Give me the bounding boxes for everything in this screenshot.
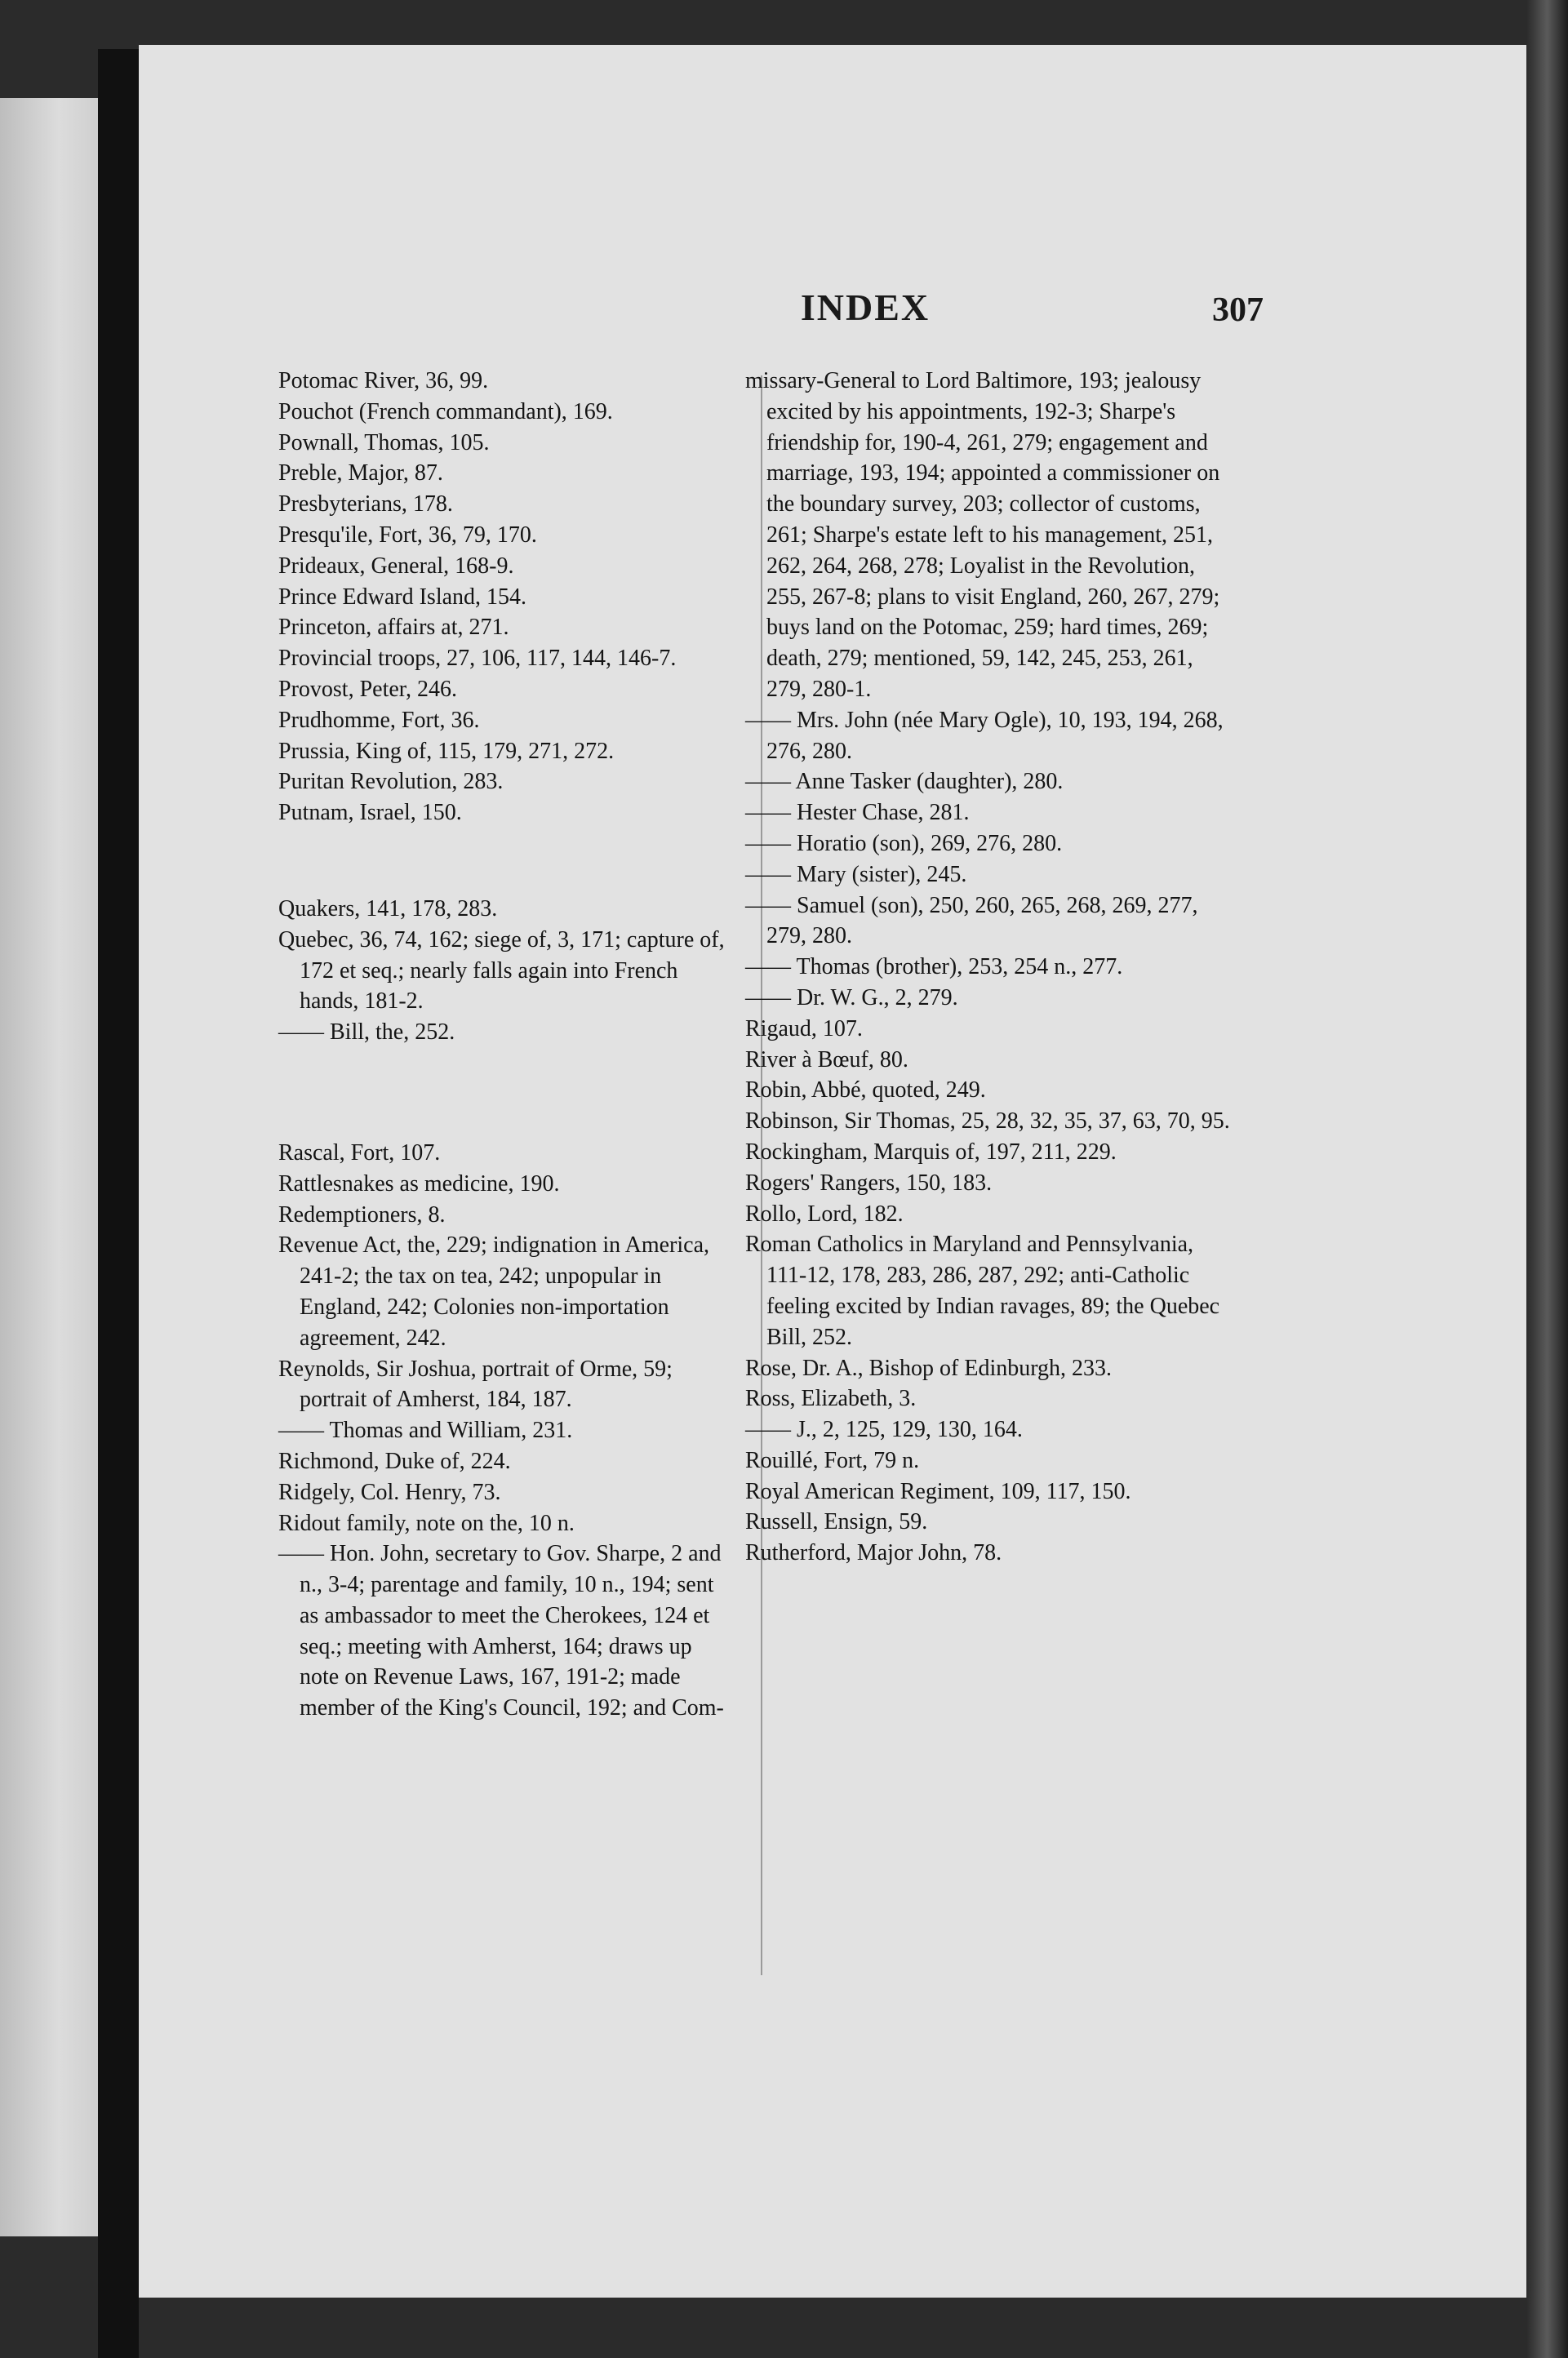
index-entry: Rouillé, Fort, 79 n. [745,1447,920,1473]
index-entry: Pownall, Thomas, 105. [278,429,490,455]
index-entry: Ridout family, note on the, 10 n. [278,1510,575,1536]
index-entry: Robin, Abbé, quoted, 249. [745,1077,986,1104]
index-entry: Provost, Peter, 246. [278,676,457,702]
index-entry: Rockingham, Marquis of, 197, 211, 229. [745,1139,1117,1165]
book-gutter [98,49,139,2358]
index-entry: Potomac River, 36, 99. [278,368,489,393]
adjacent-page-edge [0,98,98,2236]
index-entry: —— Samuel (son), 250, 260, 265, 268, 269, 277, 279, 280. [745,892,1198,949]
index-entry: Rattlesnakes as medicine, 190. [278,1170,560,1197]
index-entry: —— Hon. John, secretary to Gov. Sharpe, 2 and n., 3-4; parentage and family, 10 n., 194; sent as ambassador to meet the Cherokees, 124 et seq.; meeting with Amherst, 164; draws up note on Revenue Laws, 167, 191-2; made member of the King's Council, 192; and Com- [278,1541,724,1721]
index-entry: Presqu'ile, Fort, 36, 79, 170. [278,522,537,548]
index-entry: Preble, Major, 87. [278,460,443,486]
index-entry: —— Thomas and William, 231. [278,1418,573,1444]
index-entry: Puritan Revolution, 283. [278,769,504,795]
index-entry: Royal American Regiment, 109, 117, 150. [745,1478,1131,1504]
index-entry: River à Bœuf, 80. [745,1046,908,1072]
index-entry: Redemptioners, 8. [278,1201,446,1228]
index-entry: Rollo, Lord, 182. [745,1201,904,1227]
index-entry: Ridgely, Col. Henry, 73. [278,1479,501,1505]
index-entry: —— Mary (sister), 245. [745,861,967,887]
index-entry: Richmond, Duke of, 224. [278,1448,511,1474]
index-entry: —— Anne Tasker (daughter), 280. [745,769,1064,795]
index-entry: missary-General to Lord Baltimore, 193; jealousy excited by his appointments, 192-3; Sharpe's friendship for, 190-4, 261, 279; engagement and marriage, 193, 194; appointed a commissioner on the boundary survey, 203; collector of customs, 261; Sharpe's estate left to his management, 251, 262, 264, 268, 278; Loyalist in the Revolution, 255, 267-8; plans to visit England, 260, 267, 279; buys land on the Potomac, 259; hard times, 269; death, 279; mentioned, 59, 142, 245, 253, 261, 279, 280-1. [745,368,1220,702]
index-entry: Revenue Act, the, 229; indignation in America, 241-2; the tax on tea, 242; unpopular in England, 242; Colonies non-importation agreement, 242. [278,1232,709,1351]
index-entry: Prussia, King of, 115, 179, 271, 272. [278,738,615,764]
index-entry: Rose, Dr. A., Bishop of Edinburgh, 233. [745,1355,1113,1381]
index-entry: —— J., 2, 125, 129, 130, 164. [745,1417,1023,1443]
index-entry: Quakers, 141, 178, 283. [278,895,498,921]
index-entry: Princeton, affairs at, 271. [278,615,509,641]
index-entry: Rigaud, 107. [745,1015,863,1041]
page-number: 307 [1212,291,1264,329]
index-entry: —— Bill, the, 252. [278,1019,455,1046]
index-entry: —— Dr. W. G., 2, 279. [745,984,958,1010]
index-entry: Prince Edward Island, 154. [278,584,527,610]
index-entry: Rascal, Fort, 107. [278,1139,441,1166]
index-entry: —— Thomas (brother), 253, 254 n., 277. [745,954,1123,980]
index-entry: Rogers' Rangers, 150, 183. [745,1170,993,1196]
index-entry: Prideaux, General, 168-9. [278,553,514,579]
index-entry: Ross, Elizabeth, 3. [745,1386,917,1412]
index-entry: Reynolds, Sir Joshua, portrait of Orme, 59; portrait of Amherst, 184, 187. [278,1356,673,1413]
index-entry: Putnam, Israel, 150. [278,800,462,826]
index-column-right [745,366,1235,1569]
index-entry: Rutherford, Major John, 78. [745,1540,1002,1566]
index-entry: Presbyterians, 178. [278,491,453,517]
index-entry: —— Horatio (son), 269, 276, 280. [745,830,1063,856]
index-entry: Roman Catholics in Maryland and Pennsylvania, 111-12, 178, 283, 286, 287, 292; anti-Catholic feeling excited by Indian ravages, 89; the Quebec Bill, 252. [745,1232,1220,1350]
index-entry: —— Hester Chase, 281. [745,800,970,826]
index-entry: —— Mrs. John (née Mary Ogle), 10, 193, 194, 268, 276, 280. [745,707,1224,764]
page-title: INDEX [800,286,931,328]
running-head [139,286,1264,335]
page-stack-edge [1526,0,1568,2358]
index-entry: Prudhomme, Fort, 36. [278,707,480,733]
index-column-left [278,366,735,1724]
index-entry: Quebec, 36, 74, 162; siege of, 3, 171; capture of, 172 et seq.; nearly falls again into French hands, 181-2. [278,926,725,1015]
index-entry: Provincial troops, 27, 106, 117, 144, 146-7. [278,646,677,672]
index-entry: Russell, Ensign, 59. [745,1509,928,1535]
index-entry: Robinson, Sir Thomas, 25, 28, 32, 35, 37, 63, 70, 95. [745,1108,1230,1135]
index-entry: Pouchot (French commandant), 169. [278,398,613,424]
